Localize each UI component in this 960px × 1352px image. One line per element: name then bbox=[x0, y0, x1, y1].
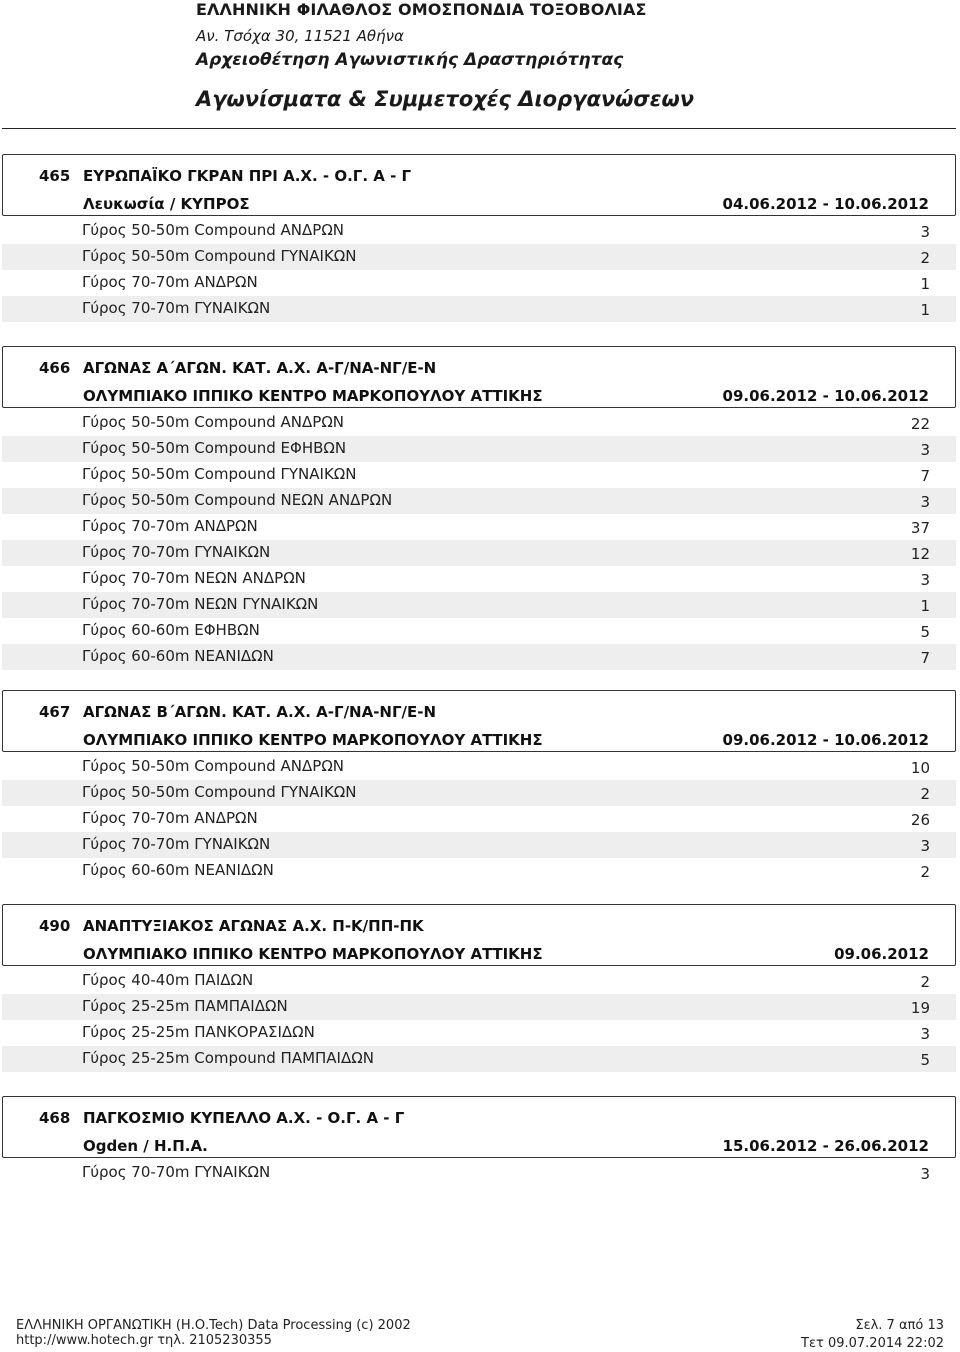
event-title: ΑΓΩΝΑΣ Α΄ΑΓΩΝ. ΚΑΤ. Α.Χ. Α-Γ/ΝΑ-ΝΓ/Ε-Ν bbox=[83, 359, 437, 377]
participant-count: 1 bbox=[920, 275, 930, 293]
event-number: 466 bbox=[39, 359, 71, 377]
event-header bbox=[2, 154, 956, 216]
participant-count: 3 bbox=[920, 1165, 930, 1183]
report-title: Αγωνίσματα & Συμμετοχές Διοργανώσεων bbox=[196, 87, 695, 111]
footer-company: ΕΛΛΗΝΙΚΗ ΟΡΓΑΝΩΤΙΚΗ (Η.Ο.Tech) Data Processing (c) 2002 bbox=[16, 1318, 411, 1333]
table-row bbox=[2, 994, 956, 1020]
round-label: Γύρος 50-50m Compound ΕΦΗΒΩΝ bbox=[82, 439, 347, 457]
round-label: Γύρος 60-60m ΕΦΗΒΩΝ bbox=[82, 621, 260, 639]
table-row bbox=[2, 780, 956, 806]
event-dates: 15.06.2012 - 26.06.2012 bbox=[722, 1137, 929, 1155]
event-number: 467 bbox=[39, 703, 71, 721]
event-venue: ΟΛΥΜΠΙΑΚΟ ΙΠΠΙΚΟ ΚΕΝΤΡΟ ΜΑΡΚΟΠΟΥΛΟΥ ΑΤΤΙΚΗΣ bbox=[83, 945, 543, 963]
round-label: Γύρος 50-50m Compound ΓΥΝΑΙΚΩΝ bbox=[82, 783, 357, 801]
participant-count: 1 bbox=[920, 301, 930, 319]
table-row bbox=[2, 540, 956, 566]
round-label: Γύρος 25-25m ΠΑΝΚΟΡΑΣΙΔΩΝ bbox=[82, 1023, 315, 1041]
event-dates: 04.06.2012 - 10.06.2012 bbox=[722, 195, 929, 213]
federation-address: Αν. Τσόχα 30, 11521 Αθήνα bbox=[196, 27, 404, 45]
event-header bbox=[2, 690, 956, 752]
round-label: Γύρος 50-50m Compound ΓΥΝΑΙΚΩΝ bbox=[82, 465, 357, 483]
event-rows bbox=[2, 1160, 956, 1186]
event-number: 468 bbox=[39, 1109, 71, 1127]
participant-count: 2 bbox=[920, 249, 930, 267]
round-label: Γύρος 70-70m ΑΝΔΡΩΝ bbox=[82, 273, 258, 291]
participant-count: 3 bbox=[920, 571, 930, 589]
table-row bbox=[2, 592, 956, 618]
table-row bbox=[2, 1046, 956, 1072]
round-label: Γύρος 60-60m ΝΕΑΝΙΔΩΝ bbox=[82, 861, 274, 879]
table-row bbox=[2, 462, 956, 488]
participant-count: 19 bbox=[910, 999, 930, 1017]
event-rows bbox=[2, 754, 956, 884]
round-label: Γύρος 50-50m Compound ΑΝΔΡΩΝ bbox=[82, 221, 345, 239]
table-row bbox=[2, 270, 956, 296]
event-block bbox=[2, 690, 956, 884]
event-venue: ΟΛΥΜΠΙΑΚΟ ΙΠΠΙΚΟ ΚΕΝΤΡΟ ΜΑΡΚΟΠΟΥΛΟΥ ΑΤΤΙΚΗΣ bbox=[83, 387, 543, 405]
participant-count: 5 bbox=[920, 623, 930, 641]
event-number: 465 bbox=[39, 167, 71, 185]
page-number: Σελ. 7 από 13 bbox=[855, 1318, 944, 1333]
archive-title: Αρχειοθέτηση Αγωνιστικής Δραστηριότητας bbox=[196, 50, 624, 70]
round-label: Γύρος 50-50m Compound ΑΝΔΡΩΝ bbox=[82, 413, 345, 431]
participant-count: 22 bbox=[910, 415, 930, 433]
event-venue: Λευκωσία / ΚΥΠΡΟΣ bbox=[83, 195, 250, 213]
participant-count: 10 bbox=[910, 759, 930, 777]
participant-count: 7 bbox=[920, 649, 930, 667]
print-timestamp: Τετ 09.07.2014 22:02 bbox=[801, 1336, 944, 1351]
table-row bbox=[2, 644, 956, 670]
participant-count: 1 bbox=[920, 597, 930, 615]
round-label: Γύρος 70-70m ΑΝΔΡΩΝ bbox=[82, 517, 258, 535]
table-row bbox=[2, 968, 956, 994]
round-label: Γύρος 50-50m Compound ΑΝΔΡΩΝ bbox=[82, 757, 345, 775]
table-row bbox=[2, 244, 956, 270]
participant-count: 3 bbox=[920, 837, 930, 855]
event-rows bbox=[2, 410, 956, 670]
event-number: 490 bbox=[39, 917, 71, 935]
participant-count: 3 bbox=[920, 441, 930, 459]
participant-count: 26 bbox=[910, 811, 930, 829]
table-row bbox=[2, 1160, 956, 1186]
table-row bbox=[2, 832, 956, 858]
table-row bbox=[2, 410, 956, 436]
event-venue: Ogden / Η.Π.Α. bbox=[83, 1137, 208, 1155]
round-label: Γύρος 50-50m Compound ΝΕΩΝ ΑΝΔΡΩΝ bbox=[82, 491, 393, 509]
footer-contact: http://www.hotech.gr τηλ. 2105230355 bbox=[16, 1333, 272, 1348]
round-label: Γύρος 70-70m ΝΕΩΝ ΑΝΔΡΩΝ bbox=[82, 569, 306, 587]
table-row bbox=[2, 806, 956, 832]
event-block bbox=[2, 1096, 956, 1186]
participant-count: 37 bbox=[910, 519, 930, 537]
round-label: Γύρος 70-70m ΓΥΝΑΙΚΩΝ bbox=[82, 299, 271, 317]
participant-count: 3 bbox=[920, 493, 930, 511]
event-header bbox=[2, 346, 956, 408]
event-dates: 09.06.2012 bbox=[834, 945, 929, 963]
event-title: ΠΑΓΚΟΣΜΙΟ ΚΥΠΕΛΛΟ Α.Χ. - Ο.Γ. Α - Γ bbox=[83, 1109, 405, 1127]
participant-count: 2 bbox=[920, 863, 930, 881]
table-row bbox=[2, 436, 956, 462]
table-row bbox=[2, 514, 956, 540]
table-row bbox=[2, 1020, 956, 1046]
participant-count: 12 bbox=[910, 545, 930, 563]
event-title: ΑΝΑΠΤΥΞΙΑΚΟΣ ΑΓΩΝΑΣ Α.Χ. Π-Κ/ΠΠ-ΠΚ bbox=[83, 917, 424, 935]
federation-name: ΕΛΛΗΝΙΚΗ ΦΙΛΑΘΛΟΣ ΟΜΟΣΠΟΝΔΙΑ ΤΟΞΟΒΟΛΙΑΣ bbox=[196, 0, 647, 19]
event-block bbox=[2, 346, 956, 670]
round-label: Γύρος 70-70m ΑΝΔΡΩΝ bbox=[82, 809, 258, 827]
event-block bbox=[2, 154, 956, 322]
round-label: Γύρος 25-25m Compound ΠΑΜΠΑΙΔΩΝ bbox=[82, 1049, 374, 1067]
round-label: Γύρος 70-70m ΓΥΝΑΙΚΩΝ bbox=[82, 835, 271, 853]
table-row bbox=[2, 218, 956, 244]
event-rows bbox=[2, 968, 956, 1072]
header-divider bbox=[2, 128, 956, 129]
event-block bbox=[2, 904, 956, 1072]
round-label: Γύρος 70-70m ΓΥΝΑΙΚΩΝ bbox=[82, 1163, 271, 1181]
table-row bbox=[2, 618, 956, 644]
event-dates: 09.06.2012 - 10.06.2012 bbox=[722, 387, 929, 405]
table-row bbox=[2, 566, 956, 592]
event-title: ΑΓΩΝΑΣ Β΄ΑΓΩΝ. ΚΑΤ. Α.Χ. Α-Γ/ΝΑ-ΝΓ/Ε-Ν bbox=[83, 703, 437, 721]
round-label: Γύρος 70-70m ΓΥΝΑΙΚΩΝ bbox=[82, 543, 271, 561]
event-dates: 09.06.2012 - 10.06.2012 bbox=[722, 731, 929, 749]
round-label: Γύρος 70-70m ΝΕΩΝ ΓΥΝΑΙΚΩΝ bbox=[82, 595, 319, 613]
round-label: Γύρος 25-25m ΠΑΜΠΑΙΔΩΝ bbox=[82, 997, 288, 1015]
event-rows bbox=[2, 218, 956, 322]
event-venue: ΟΛΥΜΠΙΑΚΟ ΙΠΠΙΚΟ ΚΕΝΤΡΟ ΜΑΡΚΟΠΟΥΛΟΥ ΑΤΤΙΚΗΣ bbox=[83, 731, 543, 749]
event-header bbox=[2, 904, 956, 966]
round-label: Γύρος 50-50m Compound ΓΥΝΑΙΚΩΝ bbox=[82, 247, 357, 265]
participant-count: 3 bbox=[920, 1025, 930, 1043]
participant-count: 3 bbox=[920, 223, 930, 241]
table-row bbox=[2, 754, 956, 780]
table-row bbox=[2, 488, 956, 514]
participant-count: 2 bbox=[920, 973, 930, 991]
participant-count: 7 bbox=[920, 467, 930, 485]
table-row bbox=[2, 296, 956, 322]
table-row bbox=[2, 858, 956, 884]
participant-count: 5 bbox=[920, 1051, 930, 1069]
event-header bbox=[2, 1096, 956, 1158]
round-label: Γύρος 60-60m ΝΕΑΝΙΔΩΝ bbox=[82, 647, 274, 665]
participant-count: 2 bbox=[920, 785, 930, 803]
event-title: ΕΥΡΩΠΑΪΚΟ ΓΚΡΑΝ ΠΡΙ Α.Χ. - Ο.Γ. Α - Γ bbox=[83, 167, 412, 185]
round-label: Γύρος 40-40m ΠΑΙΔΩΝ bbox=[82, 971, 254, 989]
